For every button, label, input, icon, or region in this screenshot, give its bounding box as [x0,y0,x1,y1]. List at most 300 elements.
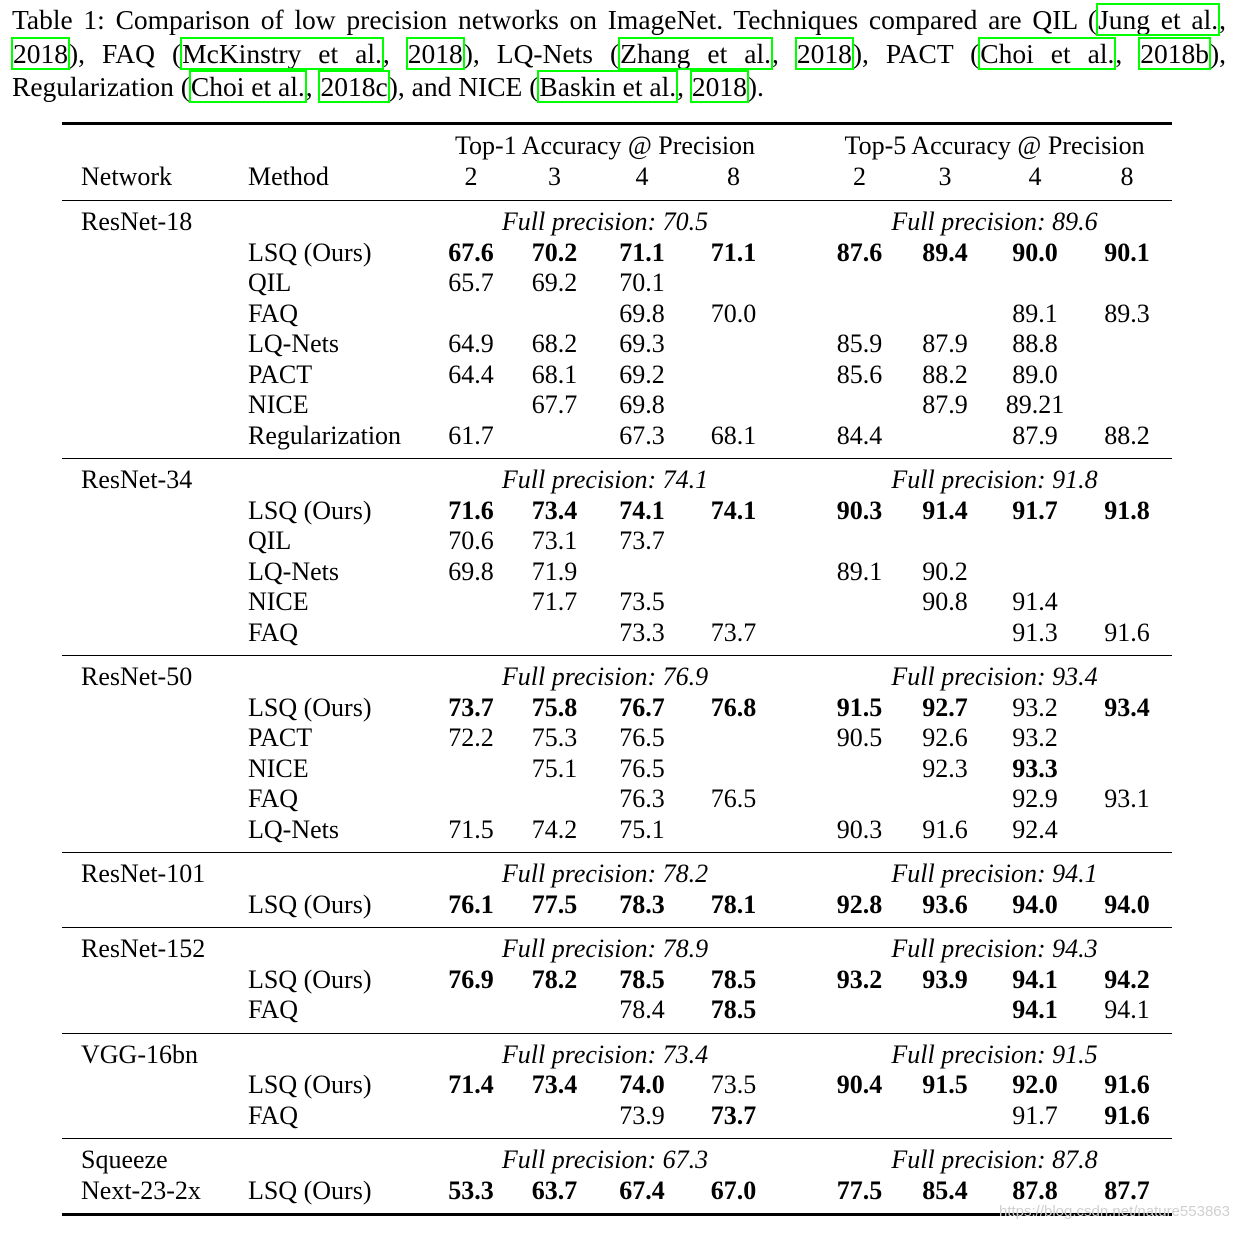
spacer [62,390,240,421]
method-name: Regularization [248,420,402,450]
top1-value [597,238,687,269]
method-name: LSQ (Ours) [248,495,372,525]
citation-link[interactable]: 2018 [407,37,463,69]
watermark: https://blog.csdn.net/nature553863 [998,1203,1230,1220]
table-row [62,496,1172,527]
table-row [62,526,1172,557]
top1-value: 76.5 [710,784,757,813]
top5-value: 90.2 [922,556,968,586]
spacer [62,815,240,853]
top1-value [430,965,512,996]
spacer [780,557,817,588]
network-name: ResNet-152 [62,928,240,965]
spacer [62,587,240,618]
spacer [62,890,240,928]
top1-value [430,754,512,785]
table-row [62,890,1172,928]
full-precision-top5: Full precision: 94.1 [817,853,1172,890]
precision-header: 3 [902,162,988,201]
top1-value [687,723,780,754]
spacer [780,1139,817,1176]
bold-value: 94.2 [1104,964,1150,994]
top5-value [817,995,902,1033]
full-precision-top5: Full precision: 91.8 [817,459,1172,496]
spacer [780,496,817,527]
top5-value [817,618,902,656]
top1-value [430,390,512,421]
top1-value: 64.4 [448,359,494,389]
top5-value [902,1176,988,1215]
top5-value [902,784,988,815]
full-precision-top5: Full precision: 89.6 [817,201,1172,238]
caption-text: , [305,71,320,102]
table-row [62,390,1172,421]
citation-link[interactable]: 2018b [1140,37,1209,69]
top5-value: 87.9 [1012,420,1058,450]
bold-value: 93.6 [922,889,968,919]
bold-value: 91.4 [922,495,968,525]
top1-value [597,965,687,996]
top1-value [687,496,780,527]
spacer [780,421,817,459]
top5-value [988,238,1082,269]
bold-value: 74.0 [619,1070,665,1099]
top1-value: 71.9 [531,556,578,586]
top5-value [1082,1101,1172,1139]
bold-value: 87.8 [1012,1175,1058,1205]
bold-value: 92.7 [922,692,968,722]
bold-value: 73.4 [531,495,578,525]
table-row [62,587,1172,618]
top1-value [512,238,597,269]
table-row [62,360,1172,391]
spacer [62,965,240,996]
top1-value: 78.4 [619,995,665,1024]
spacer [62,496,240,527]
top5-value [817,754,902,785]
bold-value: 63.7 [531,1175,578,1205]
top1-value [512,995,597,1033]
citation-link[interactable]: Choi et al. [190,71,305,102]
spacer [780,656,817,693]
spacer [240,1139,430,1176]
top5-value: 87.9 [922,390,968,419]
network-name: ResNet-50 [62,656,240,693]
bold-value: 94.1 [1012,964,1058,994]
spacer [240,201,430,238]
top5-value: 93.2 [1012,692,1058,722]
spacer [780,618,817,656]
citation-link[interactable]: 2018 [13,37,68,69]
top5-value: 84.4 [836,420,883,450]
method-name: FAQ [248,784,299,813]
spacer [780,238,817,269]
top5-value: 93.1 [1104,784,1150,813]
precision-header: 3 [512,162,597,201]
precision-header: 8 [1082,162,1172,201]
top5-value: 92.3 [922,753,968,783]
caption-text: ). [747,71,764,102]
top1-value [512,965,597,996]
top5-value: 90.8 [922,587,968,616]
top5-value [1082,587,1172,618]
bold-value: 67.4 [619,1175,665,1205]
network-name: Squeeze [62,1139,240,1176]
spacer [62,421,240,459]
top5-value [902,268,988,299]
top1-value [430,1176,512,1215]
bold-value: 77.5 [531,889,578,919]
top1-value [597,1070,687,1101]
top1-value [687,390,780,421]
citation-link[interactable]: Jung et al. [1098,4,1219,35]
spacer [62,299,240,330]
spacer [240,853,430,890]
spacer [780,693,817,724]
full-precision-top1: Full precision: 73.4 [430,1033,780,1070]
top1-value: 74.2 [531,814,578,844]
top5-value [1082,238,1172,269]
top5-value [1082,754,1172,785]
top1-value [512,496,597,527]
spacer [780,587,817,618]
spacer [240,656,430,693]
top1-value [687,587,780,618]
top5-value [1082,693,1172,724]
top5-value [1082,329,1172,360]
bold-value: 73.7 [448,692,494,722]
full-precision-top1: Full precision: 76.9 [430,656,780,693]
top1-value: 75.1 [619,814,665,844]
citation-link[interactable]: 2018 [691,71,747,102]
method-name: LSQ (Ours) [248,964,372,994]
bold-value: 53.3 [448,1175,494,1205]
precision-header: 4 [988,162,1082,201]
top5-value: 93.2 [1012,723,1058,752]
spacer [780,1070,817,1101]
top1-value [597,496,687,527]
network-name: ResNet-18 [62,201,240,238]
top1-value [597,890,687,928]
spacer [780,754,817,785]
bold-value: 73.4 [531,1070,578,1099]
top5-header: Top-5 Accuracy @ Precision [817,124,1172,162]
table-row [62,1101,1172,1139]
method-name: FAQ [248,1100,299,1130]
citation-link[interactable]: McKinstry et al. [182,37,382,69]
top1-value: 70.6 [448,526,494,555]
full-precision-row [62,928,1172,965]
top5-value [988,965,1082,996]
top1-value [687,557,780,588]
spacer [780,1101,817,1139]
top1-value: 71.5 [448,814,494,844]
full-precision-top5: Full precision: 87.8 [817,1139,1172,1176]
citation-link[interactable]: Baskin et al. [539,71,677,102]
top5-value [988,557,1082,588]
top5-value [988,526,1082,557]
network-name: VGG-16bn [62,1033,240,1070]
top1-value: 67.7 [531,390,578,419]
top1-value: 72.2 [448,723,494,752]
top5-value [817,526,902,557]
caption-text: , [1219,4,1226,35]
full-precision-top1: Full precision: 70.5 [430,201,780,238]
top1-value: 73.1 [531,526,578,555]
caption-text: ), and NICE ( [388,71,539,102]
top1-value [687,965,780,996]
top1-value [687,1101,780,1139]
top5-value: 92.6 [922,723,968,752]
top5-value: 91.7 [1012,1100,1058,1130]
top5-value [817,693,902,724]
table-row [62,693,1172,724]
full-precision-top5: Full precision: 94.3 [817,928,1172,965]
top1-value: 73.7 [619,526,665,555]
top5-value [1082,496,1172,527]
top1-value [597,693,687,724]
network-header: Network [62,162,240,201]
top1-value: 68.2 [531,329,578,358]
bold-value: 87.6 [836,237,883,267]
top1-value: 73.7 [710,617,757,647]
bold-value: 67.0 [710,1175,757,1205]
method-name: LQ-Nets [248,329,339,358]
citation-link[interactable]: Zhang et al. [620,37,771,69]
top1-value: 67.3 [619,420,665,450]
top1-value: 73.5 [619,587,665,616]
top5-value: 89.0 [1012,359,1058,389]
top5-value: 89.1 [1012,298,1058,328]
method-name: QIL [248,526,292,555]
top1-value [430,693,512,724]
caption-text: , [677,71,691,102]
method-name: QIL [248,268,292,297]
caption-text: Table 1: Comparison of low precision networks on ImageNet. Techniques compared are QIL ( [12,4,1098,35]
top5-value [817,1070,902,1101]
top5-value [1082,1070,1172,1101]
top1-value: 64.9 [448,329,494,358]
bold-value: 71.1 [619,237,665,267]
top1-value [687,754,780,785]
top5-value: 90.3 [836,814,883,844]
bold-value: 91.5 [836,692,883,722]
spacer [780,928,817,965]
method-name: NICE [248,587,309,616]
bold-value: 90.4 [836,1070,883,1099]
top5-value [902,1070,988,1101]
citation-link[interactable]: 2018c [320,71,388,102]
spacer [62,238,240,269]
top1-value [430,238,512,269]
bold-value: 93.2 [836,964,883,994]
bold-value: 78.5 [710,964,757,994]
full-precision-top1: Full precision: 78.9 [430,928,780,965]
top1-value [512,1070,597,1101]
bold-value: 89.4 [922,237,968,267]
spacer [62,557,240,588]
top5-value: 85.6 [836,359,883,389]
top5-value [817,1101,902,1139]
table-row [62,965,1172,996]
top5-value: 91.6 [922,814,968,844]
top5-value: 92.9 [1012,784,1058,813]
top1-header: Top-1 Accuracy @ Precision [430,124,780,162]
spacer [62,1070,240,1101]
top5-value [817,390,902,421]
bold-value: 93.3 [1012,753,1058,783]
spacer [780,299,817,330]
top5-value [1082,268,1172,299]
top5-value: 91.4 [1012,587,1058,616]
top1-value [687,526,780,557]
full-precision-row [62,853,1172,890]
bold-value: 78.2 [531,964,578,994]
top1-value: 73.3 [619,617,665,647]
bold-value: 78.5 [619,964,665,994]
table-row [62,1070,1172,1101]
spacer [62,754,240,785]
bold-value: 93.4 [1104,692,1150,722]
precision-header: 8 [687,162,780,201]
top5-value [817,268,902,299]
top1-value: 75.3 [531,723,578,752]
full-precision-row [62,1139,1172,1176]
caption-text: , [1115,37,1140,69]
spacer [780,723,817,754]
top5-value [902,238,988,269]
spacer [780,815,817,853]
top1-value: 68.1 [531,359,578,389]
top5-value [902,299,988,330]
table-caption [12,3,1226,104]
top5-value [1082,815,1172,853]
spacer [62,268,240,299]
spacer [62,693,240,724]
top1-value [687,360,780,391]
spacer [62,995,240,1033]
top5-value [817,496,902,527]
citation-link[interactable]: Choi et al. [980,37,1115,69]
top5-value: 91.6 [1104,617,1150,647]
bold-value: 70.2 [531,237,578,267]
spacer [62,329,240,360]
top1-value [512,299,597,330]
full-precision-row [62,1033,1172,1070]
comparison-table [62,122,1172,1216]
top5-value [817,1176,902,1215]
top5-value [1082,723,1172,754]
method-name: LQ-Nets [248,814,339,844]
top5-value [817,784,902,815]
citation-link[interactable]: 2018 [796,37,852,69]
top1-value [512,618,597,656]
network-name: Next-23-2x [62,1176,240,1215]
top1-value: 75.1 [531,753,578,783]
spacer [780,853,817,890]
top1-value [512,421,597,459]
top1-value: 73.5 [710,1070,757,1099]
top1-value [430,784,512,815]
header-row-1 [62,124,1172,162]
method-name: LSQ (Ours) [248,237,372,267]
top1-value [687,1176,780,1215]
spacer [62,526,240,557]
bold-value: 91.8 [1104,495,1150,525]
top5-value [1082,557,1172,588]
top1-value: 71.7 [531,587,578,616]
top5-value [1082,526,1172,557]
top5-value [1082,390,1172,421]
bold-value: 71.6 [448,495,494,525]
bold-value: 74.1 [619,495,665,525]
bold-value: 94.1 [1012,995,1058,1024]
top1-value: 76.3 [619,784,665,813]
spacer [780,268,817,299]
spacer [780,1033,817,1070]
bold-value: 78.3 [619,889,665,919]
method-name: PACT [248,359,313,389]
table-row [62,329,1172,360]
top1-value [512,693,597,724]
bold-value: 92.0 [1012,1070,1058,1099]
full-precision-row [62,459,1172,496]
bold-value: 74.1 [710,495,757,525]
bold-value: 71.1 [710,237,757,267]
top1-value: 61.7 [448,420,494,450]
top5-value [902,1101,988,1139]
top5-value [1082,890,1172,928]
header-row-2 [62,162,1172,201]
top5-value: 85.9 [836,329,883,358]
top5-value [902,995,988,1033]
spacer [780,201,817,238]
bold-value: 93.9 [922,964,968,994]
spacer [780,784,817,815]
top1-value [687,268,780,299]
precision-header: 2 [430,162,512,201]
top5-value [988,496,1082,527]
table-row [62,299,1172,330]
method-name: FAQ [248,298,299,328]
top5-value [902,890,988,928]
top5-value: 91.3 [1012,617,1058,647]
table-row [62,618,1172,656]
top1-value [430,618,512,656]
method-name: LQ-Nets [248,556,339,586]
bold-value: 87.7 [1104,1175,1150,1205]
table-row [62,815,1172,853]
bold-value: 90.0 [1012,237,1058,267]
top1-value [687,995,780,1033]
top1-value [512,1176,597,1215]
precision-header: 4 [597,162,687,201]
caption-text: , [771,37,796,69]
full-precision-top1: Full precision: 74.1 [430,459,780,496]
top5-value [817,965,902,996]
spacer [62,1101,240,1139]
top1-value [687,329,780,360]
top1-value: 69.2 [531,268,578,297]
bold-value: 90.1 [1104,237,1150,267]
bold-value: 77.5 [836,1175,883,1205]
top5-value [1082,965,1172,996]
spacer [780,360,817,391]
spacer [780,965,817,996]
top1-value [512,1101,597,1139]
spacer [780,526,817,557]
table-row [62,238,1172,269]
